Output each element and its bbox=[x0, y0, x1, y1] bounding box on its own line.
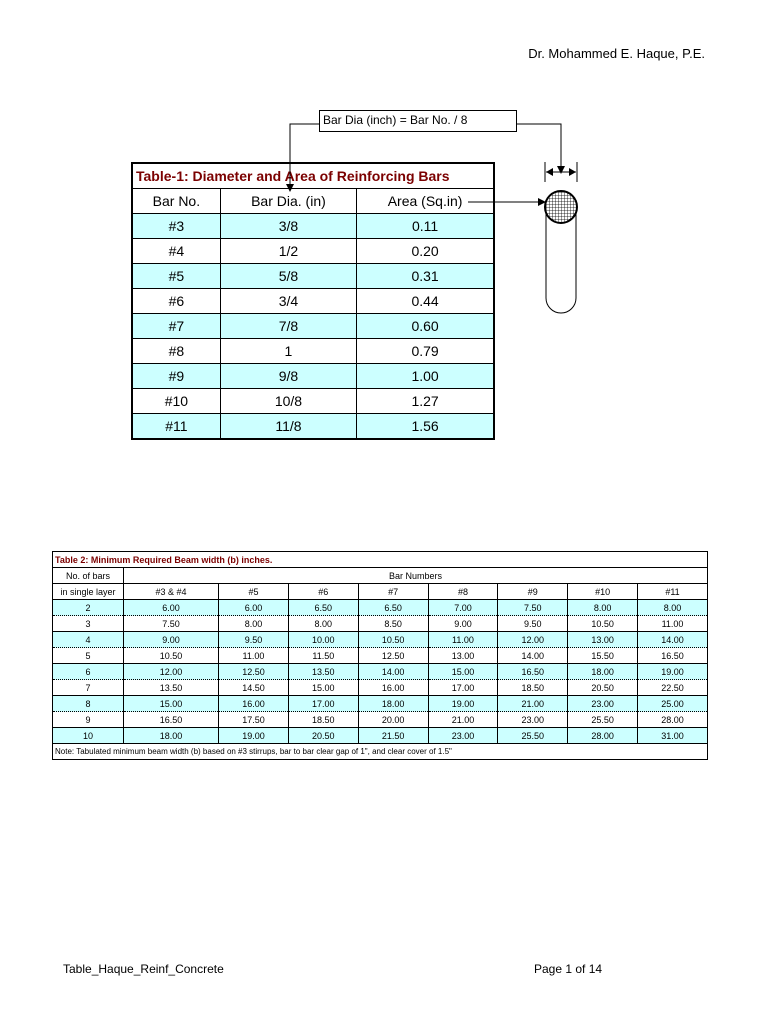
table2-cell: 9.50 bbox=[219, 632, 289, 648]
table1-title: Table-1: Diameter and Area of Reinforcing Bars bbox=[132, 163, 494, 189]
table2-col0-header-1: No. of bars bbox=[53, 568, 124, 584]
table2-cell: 28.00 bbox=[568, 728, 638, 744]
table1-cell: #5 bbox=[132, 264, 220, 289]
table2-cell: 6.00 bbox=[124, 600, 219, 616]
table2-row bbox=[53, 648, 708, 664]
table2-cell: 25.50 bbox=[568, 712, 638, 728]
table1-cell: 7/8 bbox=[220, 314, 356, 339]
table2-cell: 13.00 bbox=[568, 632, 638, 648]
table2-cell: 16.00 bbox=[358, 680, 428, 696]
table2-cell: 18.00 bbox=[124, 728, 219, 744]
table2-cell: 12.00 bbox=[498, 632, 568, 648]
table2-note: Note: Tabulated minimum beam width (b) based on #3 stirrups, bar to bar clear gap of 1", and clear cover of 1.5" bbox=[53, 744, 708, 760]
table2-cell: 13.50 bbox=[288, 664, 358, 680]
table2-cell: 8.00 bbox=[638, 600, 708, 616]
table2-cell: 16.50 bbox=[638, 648, 708, 664]
table2-row bbox=[53, 728, 708, 744]
table2-cell: 10.00 bbox=[288, 632, 358, 648]
table2-cell: 20.50 bbox=[288, 728, 358, 744]
table2-cell: 16.50 bbox=[498, 664, 568, 680]
table2-cell: 15.00 bbox=[428, 664, 498, 680]
table1-cell: #6 bbox=[132, 289, 220, 314]
table1-cell: 0.79 bbox=[357, 339, 494, 364]
table2-cell: 19.00 bbox=[219, 728, 289, 744]
table1-header-cell: Bar Dia. (in) bbox=[220, 189, 356, 214]
table1-cell: 3/8 bbox=[220, 214, 356, 239]
table2-cell: 15.00 bbox=[288, 680, 358, 696]
table2-bar-header: #9 bbox=[498, 584, 568, 600]
table2-cell: 6.50 bbox=[288, 600, 358, 616]
table2-cell: 14.50 bbox=[219, 680, 289, 696]
table2-cell: 7.00 bbox=[428, 600, 498, 616]
table2-cell: 6.50 bbox=[358, 600, 428, 616]
table2-cell: 9 bbox=[53, 712, 124, 728]
table2-cell: 18.00 bbox=[358, 696, 428, 712]
table2-cell: 21.00 bbox=[428, 712, 498, 728]
table2-cell: 8.50 bbox=[358, 616, 428, 632]
table2-cell: 11.00 bbox=[428, 632, 498, 648]
table1-cell: 11/8 bbox=[220, 414, 356, 440]
table2-cell: 17.00 bbox=[428, 680, 498, 696]
table2-cell: 10.50 bbox=[358, 632, 428, 648]
table1-cell: #8 bbox=[132, 339, 220, 364]
table2-row bbox=[53, 664, 708, 680]
table2-cell: 23.00 bbox=[498, 712, 568, 728]
table2-row bbox=[53, 616, 708, 632]
table2-cell: 10.50 bbox=[124, 648, 219, 664]
table2-cell: 3 bbox=[53, 616, 124, 632]
table2-cell: 11.50 bbox=[288, 648, 358, 664]
table2-cell: 9.50 bbox=[498, 616, 568, 632]
table2-row bbox=[53, 712, 708, 728]
table2-bar-header: #5 bbox=[219, 584, 289, 600]
table2-cell: 14.00 bbox=[358, 664, 428, 680]
table2-row bbox=[53, 600, 708, 616]
table2-cell: 9.00 bbox=[428, 616, 498, 632]
table2-cell: 10 bbox=[53, 728, 124, 744]
table2-cell: 28.00 bbox=[638, 712, 708, 728]
table2-bar-header: #10 bbox=[568, 584, 638, 600]
footer-page-number: Page 1 of 14 bbox=[534, 962, 603, 976]
table2-row bbox=[53, 680, 708, 696]
table1-cell: 1 bbox=[220, 339, 356, 364]
table2-cell: 19.00 bbox=[638, 664, 708, 680]
table1-cell: 0.11 bbox=[357, 214, 494, 239]
table2-cell: 18.50 bbox=[498, 680, 568, 696]
table2-cell: 5 bbox=[53, 648, 124, 664]
leader-line-dimension bbox=[517, 124, 561, 168]
table2-cell: 17.00 bbox=[288, 696, 358, 712]
table2-col0-header-2: in single layer bbox=[53, 584, 124, 600]
table2-group-header: Bar Numbers bbox=[124, 568, 708, 584]
table2-cell: 12.50 bbox=[358, 648, 428, 664]
table1-cell: 1.56 bbox=[357, 414, 494, 440]
table2-bar-header: #8 bbox=[428, 584, 498, 600]
table2-row bbox=[53, 696, 708, 712]
table2-cell: 25.00 bbox=[638, 696, 708, 712]
table2-cell: 8 bbox=[53, 696, 124, 712]
table2-cell: 9.00 bbox=[124, 632, 219, 648]
table1-cell: 1.00 bbox=[357, 364, 494, 389]
table2-cell: 23.00 bbox=[568, 696, 638, 712]
table2-cell: 20.50 bbox=[568, 680, 638, 696]
table2-cell: 14.00 bbox=[498, 648, 568, 664]
table2-cell: 12.50 bbox=[219, 664, 289, 680]
table1-cell: 0.44 bbox=[357, 289, 494, 314]
table2-cell: 15.00 bbox=[124, 696, 219, 712]
table1-cell: #4 bbox=[132, 239, 220, 264]
table1-cell: 5/8 bbox=[220, 264, 356, 289]
table2-cell: 8.00 bbox=[288, 616, 358, 632]
table1-cell: 0.31 bbox=[357, 264, 494, 289]
table2-cell: 13.50 bbox=[124, 680, 219, 696]
table1-cell: #7 bbox=[132, 314, 220, 339]
table2-cell: 11.00 bbox=[219, 648, 289, 664]
table2-cell: 25.50 bbox=[498, 728, 568, 744]
table2-bar-header: #11 bbox=[638, 584, 708, 600]
table2-cell: 22.50 bbox=[638, 680, 708, 696]
table2-bar-header: #7 bbox=[358, 584, 428, 600]
table2-cell: 19.00 bbox=[428, 696, 498, 712]
arrow-head-icon bbox=[557, 166, 565, 174]
table1-cell: #9 bbox=[132, 364, 220, 389]
table1-cell: 0.20 bbox=[357, 239, 494, 264]
table2-cell: 18.00 bbox=[568, 664, 638, 680]
arrow-head-icon bbox=[286, 184, 294, 192]
table2-cell: 2 bbox=[53, 600, 124, 616]
table1-header-cell: Area (Sq.in) bbox=[357, 189, 494, 214]
table2-cell: 31.00 bbox=[638, 728, 708, 744]
table2-cell: 12.00 bbox=[124, 664, 219, 680]
table2-cell: 14.00 bbox=[638, 632, 708, 648]
table2-cell: 21.50 bbox=[358, 728, 428, 744]
table1-cell: #10 bbox=[132, 389, 220, 414]
table2-cell: 16.00 bbox=[219, 696, 289, 712]
table2-cell: 16.50 bbox=[124, 712, 219, 728]
table2-cell: 18.50 bbox=[288, 712, 358, 728]
table2-row bbox=[53, 632, 708, 648]
table2-cell: 6.00 bbox=[219, 600, 289, 616]
table1-cell: #11 bbox=[132, 414, 220, 440]
author-name: Dr. Mohammed E. Haque, P.E. bbox=[528, 46, 705, 61]
table1-header-cell: Bar No. bbox=[132, 189, 220, 214]
footer-document-name: Table_Haque_Reinf_Concrete bbox=[63, 962, 224, 976]
table2-cell: 13.00 bbox=[428, 648, 498, 664]
table2-cell: 10.50 bbox=[568, 616, 638, 632]
table1-cell: 9/8 bbox=[220, 364, 356, 389]
table1-cell: 1/2 bbox=[220, 239, 356, 264]
table2-cell: 6 bbox=[53, 664, 124, 680]
table2-cell: 23.00 bbox=[428, 728, 498, 744]
table2-cell: 7.50 bbox=[498, 600, 568, 616]
table1-cell: 3/4 bbox=[220, 289, 356, 314]
table2-bar-header: #6 bbox=[288, 584, 358, 600]
rebar-cross-section bbox=[545, 191, 577, 223]
table2-title: Table 2: Minimum Required Beam width (b) inches. bbox=[53, 552, 708, 568]
table2-cell: 20.00 bbox=[358, 712, 428, 728]
table2-cell: 21.00 bbox=[498, 696, 568, 712]
table2-cell: 11.00 bbox=[638, 616, 708, 632]
table1-cell: #3 bbox=[132, 214, 220, 239]
table2-cell: 7.50 bbox=[124, 616, 219, 632]
table1-cell: 10/8 bbox=[220, 389, 356, 414]
table2-cell: 8.00 bbox=[219, 616, 289, 632]
formula-callout: Bar Dia (inch) = Bar No. / 8 bbox=[319, 110, 517, 132]
table1-cell: 0.60 bbox=[357, 314, 494, 339]
table2-cell: 15.50 bbox=[568, 648, 638, 664]
table2-cell: 17.50 bbox=[219, 712, 289, 728]
leader-line-diameter bbox=[290, 124, 319, 186]
table2-cell: 4 bbox=[53, 632, 124, 648]
table2-bar-header: #3 & #4 bbox=[124, 584, 219, 600]
table1-cell: 1.27 bbox=[357, 389, 494, 414]
table2-cell: 8.00 bbox=[568, 600, 638, 616]
min-beam-width-table bbox=[52, 551, 708, 760]
table2-cell: 7 bbox=[53, 680, 124, 696]
